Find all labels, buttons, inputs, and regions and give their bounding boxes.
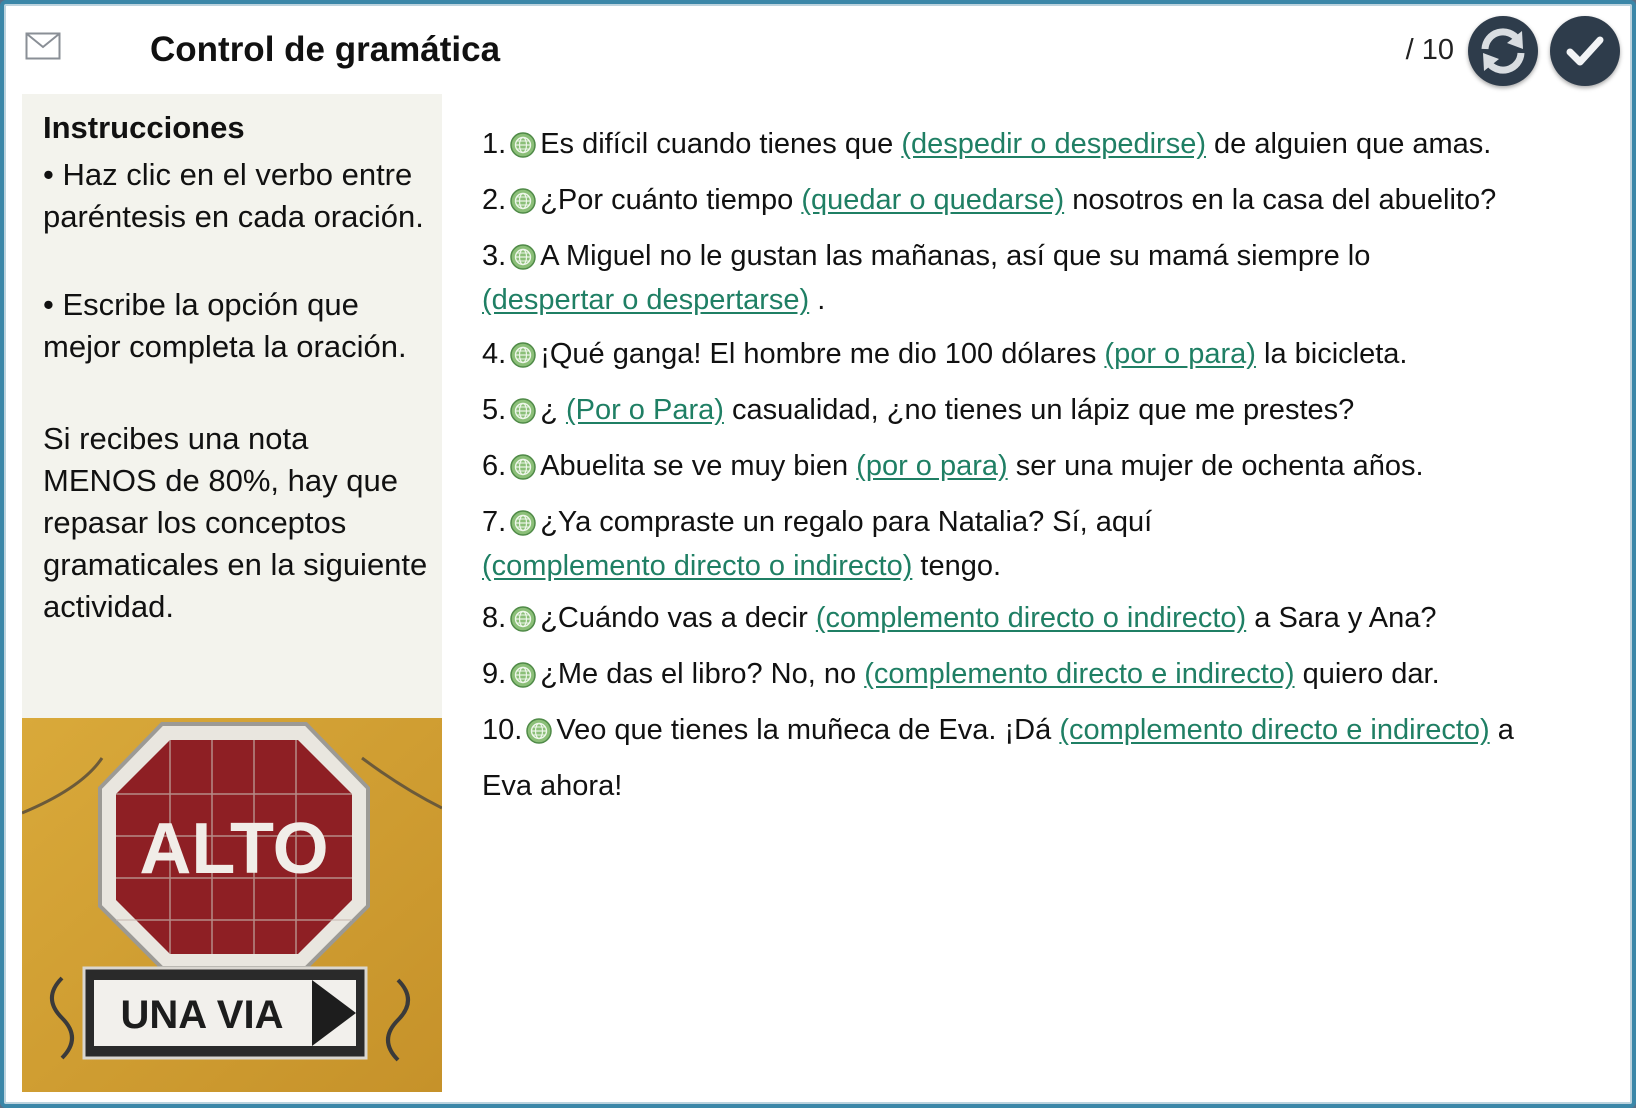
question-text-after: quiero dar. <box>1302 658 1440 690</box>
question-item <box>482 388 1354 432</box>
instructions-panel <box>22 94 442 1092</box>
header-bar <box>10 10 1626 94</box>
reset-button[interactable] <box>1468 16 1538 86</box>
answer-blank-link[interactable]: (despertar o despertarse) <box>482 284 810 316</box>
answer-blank-link[interactable]: (despedir o despedirse) <box>901 128 1206 160</box>
question-item <box>482 122 1491 166</box>
question-item <box>482 708 1514 808</box>
answer-blank-link[interactable]: (por o para) <box>856 450 1008 482</box>
answer-blank-link[interactable]: (complemento directo e indirecto) <box>864 658 1295 690</box>
question-item <box>482 652 1440 696</box>
question-item <box>482 234 1370 322</box>
question-text-continued: Eva ahora! <box>482 770 623 802</box>
globe-icon[interactable] <box>510 393 536 419</box>
question-item <box>482 332 1407 376</box>
question-number: 3. <box>482 240 507 272</box>
question-text-before: ¿ <box>540 394 558 426</box>
question-text-before: Es difícil cuando tienes que <box>540 128 894 160</box>
sign-text: ALTO <box>139 809 329 889</box>
question-item <box>482 444 1424 488</box>
question-number: 1. <box>482 128 507 160</box>
question-item <box>482 596 1436 640</box>
answer-blank-link[interactable]: (quedar o quedarse) <box>801 184 1065 216</box>
globe-icon[interactable] <box>526 713 552 739</box>
globe-icon[interactable] <box>510 239 536 265</box>
question-item <box>482 178 1496 222</box>
mail-icon[interactable] <box>25 32 61 60</box>
score-counter: / 10 <box>1405 34 1454 66</box>
question-text-before: ¡Qué ganga! El hombre me dio 100 dólares <box>540 338 1097 370</box>
page-title: Control de gramática <box>150 30 501 69</box>
question-text-after: tengo. <box>920 550 1002 582</box>
question-text-after: a Sara y Ana? <box>1254 602 1437 634</box>
arrow-sign-text: UNA VIA <box>120 993 284 1037</box>
reset-icon <box>1475 23 1531 79</box>
answer-blank-link[interactable]: (por o para) <box>1104 338 1256 370</box>
question-text-after: de alguien que amas. <box>1214 128 1492 160</box>
question-text-before: ¿Me das el libro? No, no <box>540 658 857 690</box>
question-text-before: Abuelita se ve muy bien <box>540 450 849 482</box>
globe-icon[interactable] <box>510 657 536 683</box>
stop-sign-photo <box>22 718 442 1092</box>
question-text-after: ser una mujer de ochenta años. <box>1015 450 1424 482</box>
question-text-after: a <box>1497 714 1514 746</box>
question-number: 7. <box>482 506 507 538</box>
question-text-before: Veo que tienes la muñeca de Eva. ¡Dá <box>556 714 1052 746</box>
globe-icon[interactable] <box>510 337 536 363</box>
answer-blank-link[interactable]: (Por o Para) <box>565 394 724 426</box>
question-text-after: la bicicleta. <box>1264 338 1408 370</box>
globe-icon[interactable] <box>510 127 536 153</box>
question-text-before: ¿Por cuánto tiempo <box>540 184 794 216</box>
instruction-bullet-2: • Escribe la opción que mejor completa la oración. <box>43 287 407 364</box>
globe-icon[interactable] <box>510 601 536 627</box>
question-number: 8. <box>482 602 507 634</box>
question-text-before: ¿Cuándo vas a decir <box>540 602 808 634</box>
question-number: 9. <box>482 658 507 690</box>
question-number: 6. <box>482 450 507 482</box>
question-item <box>482 500 1152 588</box>
answer-blank-link[interactable]: (complemento directo o indirecto) <box>482 550 913 582</box>
globe-icon[interactable] <box>510 449 536 475</box>
question-number: 2. <box>482 184 507 216</box>
question-number: 10. <box>482 714 523 746</box>
question-text-after: nosotros en la casa del abuelito? <box>1072 184 1497 216</box>
globe-icon[interactable] <box>510 505 536 531</box>
check-button[interactable] <box>1550 16 1620 86</box>
globe-icon[interactable] <box>510 183 536 209</box>
question-number: 4. <box>482 338 507 370</box>
instructions-heading: Instrucciones <box>43 110 245 145</box>
question-text-before: A Miguel no le gustan las mañanas, así que su mamá siempre lo <box>540 240 1371 272</box>
question-text-after: casualidad, ¿no tienes un lápiz que me prestes? <box>731 394 1355 426</box>
check-icon <box>1560 26 1610 76</box>
question-text-after: . <box>817 284 826 316</box>
question-text-before: ¿Ya compraste un regalo para Natalia? Sí, aquí <box>540 506 1153 538</box>
answer-blank-link[interactable]: (complemento directo e indirecto) <box>1059 714 1490 746</box>
question-number: 5. <box>482 394 507 426</box>
answer-blank-link[interactable]: (complemento directo o indirecto) <box>815 602 1247 634</box>
instruction-bullet-1: • Haz clic en el verbo entre paréntesis en cada oración. <box>43 157 424 234</box>
grade-note: Si recibes una nota MENOS de 80%, hay que repasar los conceptos gramaticales en la siguiente actividad. <box>43 421 428 624</box>
